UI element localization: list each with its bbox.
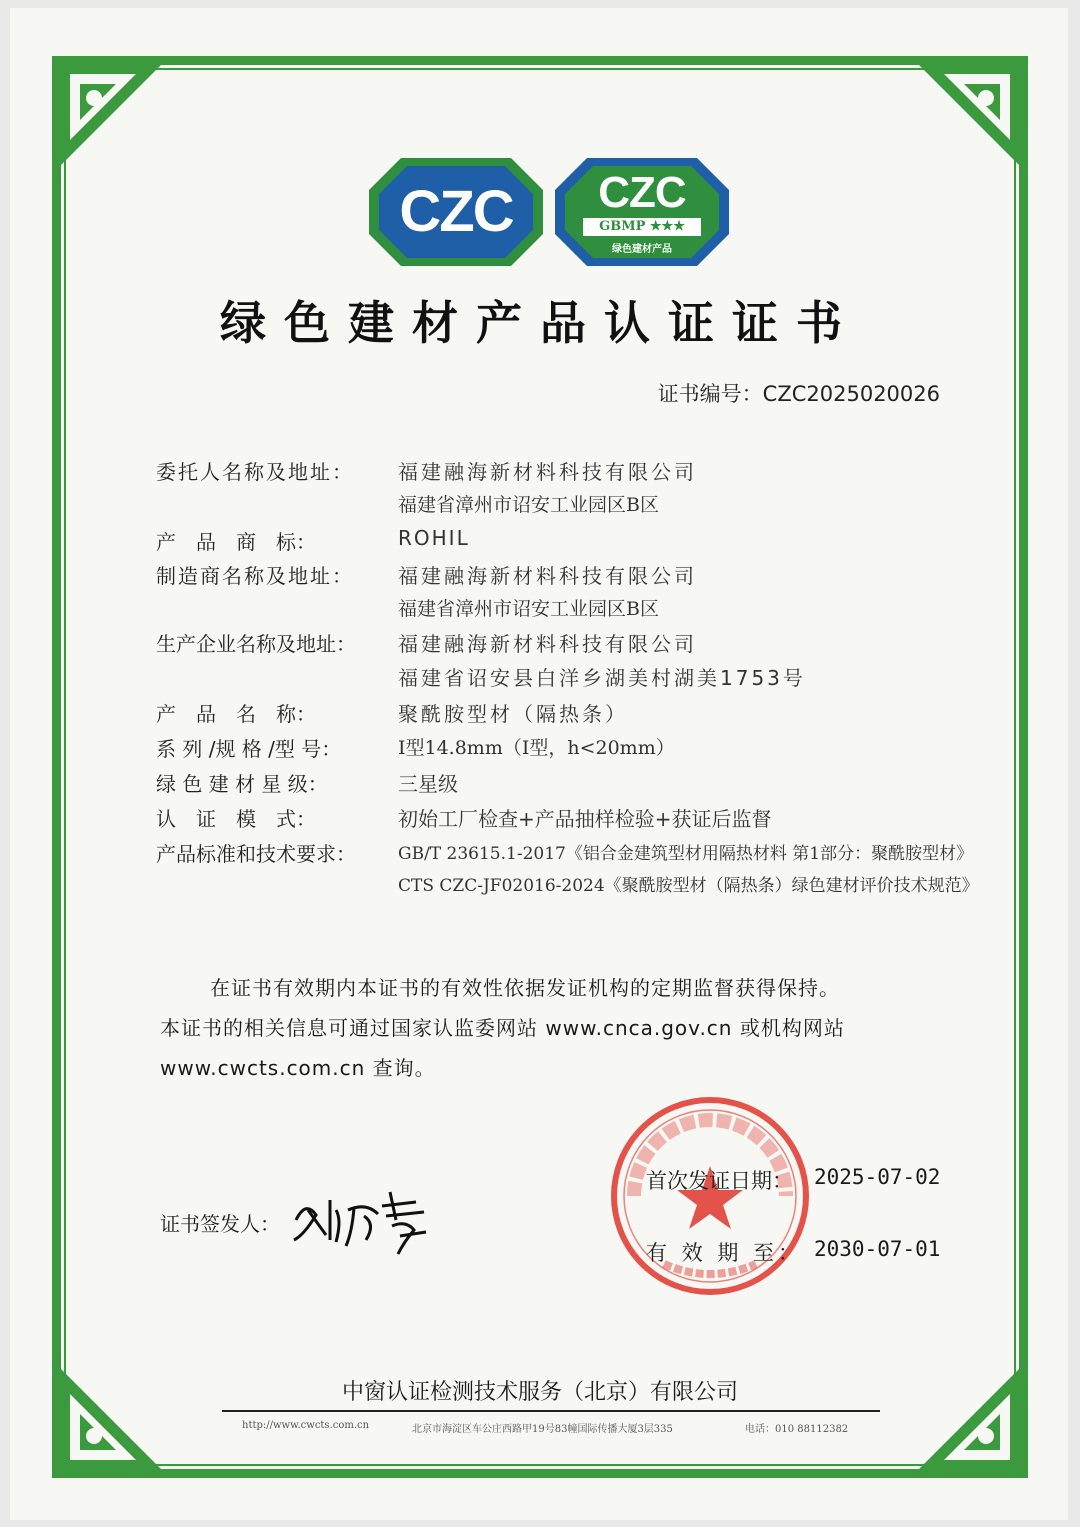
manufacturer-label: 制造商名称及地址： xyxy=(156,564,354,588)
standard-2: CTS CZC-JF02016-2024《聚酰胺型材（隔热条）绿色建材评价技术规范》 xyxy=(398,876,979,896)
valid-until-label: 有 效 期 至： xyxy=(646,1241,804,1265)
client-address: 福建省漳州市诏安工业园区B区 xyxy=(398,494,659,516)
first-issue-date: 2025-07-02 xyxy=(814,1165,941,1189)
producer-label: 生产企业名称及地址： xyxy=(156,632,356,656)
first-issue-label: 首次发证日期： xyxy=(646,1169,793,1193)
footer-divider xyxy=(222,1410,880,1412)
corner-ornament-top-left xyxy=(56,60,166,170)
issuing-organization: 中窗认证检测技术服务（北京）有限公司 xyxy=(341,1380,738,1405)
handwritten-signature xyxy=(286,1180,436,1260)
corner-ornament-top-right xyxy=(914,60,1024,170)
footer-address: 北京市海淀区车公庄西路甲19号83幢国际传播大厦3层335 xyxy=(412,1424,673,1435)
notice-line-2: 本证书的相关信息可通过国家认监委网站 www.cnca.gov.cn 或机构网站 xyxy=(160,1016,845,1040)
czc-logo xyxy=(367,156,545,268)
gbmp-caption: 绿色建材产品 xyxy=(612,244,672,255)
czc-gbmp-logo-text: CZC xyxy=(598,168,686,217)
trademark-value: ROHIL xyxy=(398,526,470,550)
mode-value: 初始工厂检查+产品抽样检验+获证后监督 xyxy=(398,807,772,831)
model-value: I型14.8mm（I型，h<20mm） xyxy=(398,737,675,759)
producer-address: 福建省诏安县白洋乡湖美村湖美1753号 xyxy=(398,666,806,690)
producer-name: 福建融海新材料科技有限公司 xyxy=(398,632,697,656)
signer-label: 证书签发人： xyxy=(160,1212,280,1236)
notice-line-1: 在证书有效期内本证书的有效性依据发证机构的定期监督获得保持。 xyxy=(210,976,840,1000)
product-label: 产 品 名 称： xyxy=(156,702,316,726)
model-label: 系 列 /规 格 /型 号： xyxy=(156,737,342,761)
gbmp-stars: GBMP ★★★ xyxy=(599,219,685,234)
czc-logo-text: CZC xyxy=(399,179,513,244)
footer-phone: 电话：010 88112382 xyxy=(745,1424,849,1435)
valid-until-date: 2030-07-01 xyxy=(814,1237,941,1261)
grade-label: 绿 色 建 材 星 级： xyxy=(156,772,328,796)
manufacturer-name: 福建融海新材料科技有限公司 xyxy=(398,564,697,588)
certificate-number: 证书编号：CZC2025020026 xyxy=(657,382,940,406)
czc-gbmp-logo xyxy=(553,156,731,268)
standard-1: GB/T 23615.1-2017《铝合金建筑型材用隔热材料 第1部分：聚酰胺型材》 xyxy=(398,844,974,864)
standard-label: 产品标准和技术要求： xyxy=(156,842,356,866)
grade-value: 三星级 xyxy=(398,772,458,796)
client-label: 委托人名称及地址： xyxy=(156,460,354,484)
manufacturer-address: 福建省漳州市诏安工业园区B区 xyxy=(398,598,659,620)
product-name: 聚酰胺型材（隔热条） xyxy=(398,702,628,726)
official-seal xyxy=(604,1094,816,1298)
mode-label: 认 证 模 式： xyxy=(156,807,316,831)
notice-line-3: www.cwcts.com.cn 查询。 xyxy=(160,1056,436,1080)
client-name: 福建融海新材料科技有限公司 xyxy=(398,460,697,484)
certificate-title: 绿色建材产品认证证书 xyxy=(220,296,860,350)
footer-url: http://www.cwcts.com.cn xyxy=(242,1420,370,1431)
trademark-label: 产 品 商 标： xyxy=(156,530,316,554)
